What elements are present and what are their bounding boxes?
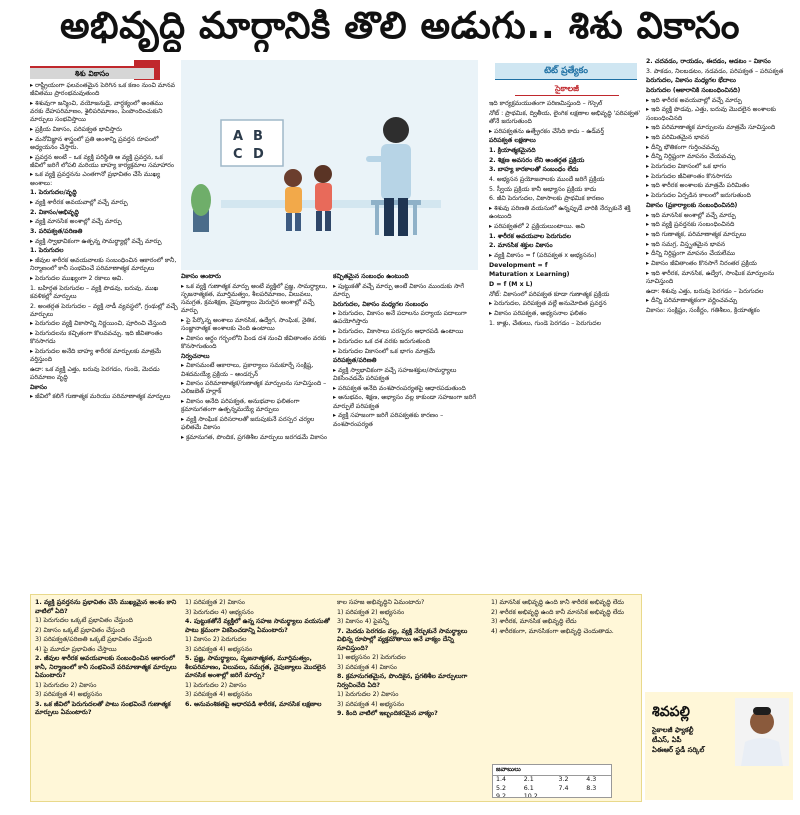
answer-cell xyxy=(555,793,583,798)
text-paragraph: ▸ ఇది పరిమితమైన భావన xyxy=(646,134,710,141)
question-line: 1) మానసిక అభివృద్ధి ఉంది కానీ శారీరక అభివృద్ధి లేదు xyxy=(491,599,624,606)
author-role-line: సైకాలజీ ఫ్యాకల్టీ xyxy=(652,726,694,734)
text-paragraph: ▸ పెరుగుదలను కచ్చితంగా కొలవవచ్చు. ఇది జీవితాంతం కొనసాగదు xyxy=(30,330,163,346)
answers-title: జవాబులు xyxy=(493,765,611,776)
text-paragraph: ▸ దీన్ని నిర్దిష్టంగా మాపనం చేయవచ్చు xyxy=(646,153,736,161)
answers-row xyxy=(493,793,611,798)
question-line: 3) శారీరక, మానసిక అభివృద్ధి లేదు xyxy=(491,618,577,625)
text-paragraph: ▸ వికాసం పరిపక్వత, అభ్యసనాల ఫలితం xyxy=(489,310,587,318)
question-line: 1. వ్యక్తి ప్రవర్తనను ప్రభావితం చేసే ముఖ్యమైన అంశం కాని వాటిలో ఏది? xyxy=(35,599,177,615)
text-paragraph: నిర్వచనాలు xyxy=(181,352,210,360)
question-line: కాల సహజ అభివృద్ధిని ఏమంటారు? xyxy=(337,599,425,606)
text-paragraph: 2. వికాసం/అభివృద్ధి xyxy=(30,208,79,216)
text-paragraph: ▸ పెరుగుదల, పరిపక్వత వల్లే అనుమోదిత ప్రవర్తన xyxy=(489,300,607,308)
psychology-label: సైకాలజీ xyxy=(515,83,619,96)
page-headline: అభివృద్ధి మార్గానికి తొలి అడుగు.. శిశు వికాసం xyxy=(59,4,741,47)
text-paragraph: Maturation x Learning) xyxy=(489,271,570,279)
question-line: 4. పుట్టుకతోనే వ్యక్తిలో ఉన్న సహజ సామర్థ్యాలు వయసుతో పాటు క్రమంగా వికసించడాన్ని ఏమంటారు? xyxy=(185,618,330,634)
text-paragraph: 1. బహిర్గత పెరుగుదల – వ్యక్తి పొడవు, బరువు, ముఖ కవళికల్లో మార్పులు xyxy=(30,284,159,300)
board-letter: A xyxy=(233,129,244,144)
text-paragraph: వికాసం అంటారు xyxy=(181,273,221,280)
text-paragraph: ▸ ఇది వ్యక్తి పొడవు, ఎత్తు, బరువు మొదలైన అంశాలకు సంబంధించినది xyxy=(646,106,776,122)
text-paragraph: వికాసం: సంక్లిష్టం, సంకీర్ణం, గతిశీలం, క్రియాత్మకం xyxy=(646,306,760,314)
question-line: 1) పరిపక్వత 2) అభ్యసనం xyxy=(337,608,405,616)
question-line: 1) అభ్యసనం 2) పెరుగుదల xyxy=(337,654,406,661)
answers-row xyxy=(493,776,611,784)
board-letter: C xyxy=(233,147,243,162)
text-paragraph: ▸ పెరుగుదల, వికాసం అనే పదాలను పర్యాయ పదాలుగా ఉపయోగిస్తారు xyxy=(333,310,467,326)
text-paragraph: ▸ పరిపక్వత అనేది వంశపారంపర్యతపై ఆధారపడుతుంది xyxy=(333,384,466,392)
question-line: 8. క్రమానుగతమైన, పొందికైన, ప్రగతిశీల మార్పులుగా నిర్వచించేది ఏది? xyxy=(337,673,468,689)
text-paragraph: ▸ వ్యక్తి సహజంగా జరిగే పరిపక్వతకు కారణం – వంశపారంపర్యత xyxy=(333,412,444,428)
question-line: 3) పరిపక్వత 4) వికాసం xyxy=(337,663,397,671)
article-column-3 xyxy=(333,273,481,588)
text-paragraph: ▸ ఇది గుణాత్మక, పరిమాణాత్మక మార్పులు xyxy=(646,230,747,238)
text-paragraph: ▸ ఇది వ్యక్తి ప్రవర్తనకు సంబంధించినది xyxy=(646,221,735,229)
question-line: 2) వికాసం ఒక్కటే ప్రభావితం చేస్తుంది xyxy=(35,626,126,634)
questions-column-1 xyxy=(35,599,181,799)
answer-cell: 5.2 xyxy=(496,784,507,792)
text-paragraph: ▸ వికాసం పరిమాణాత్మక/గుణాత్మక మార్పులను సూచిస్తుంది – ఎలిజబెత్ హర్లాక్ xyxy=(181,380,327,396)
text-paragraph: ▸ పరిపక్వతను ఉత్ప్రేరకం చేసేది కాదు – ఉడ్‌వర్త్ xyxy=(489,127,604,135)
text-paragraph: ▸ పరిపక్వతలో 2 ప్రక్రియలుంటాయి. అవి xyxy=(489,222,585,230)
text-paragraph: ▸ శిశువు పరిణతి వయసులో ఉన్నప్పుడే వారికి నేర్చుకునే శక్తి ఉంటుంది xyxy=(489,205,631,221)
text-paragraph: ▸ ఇది మానసిక అంశాల్లో వచ్చే మార్పు xyxy=(646,211,736,219)
text-paragraph: ▸ వికాసం అనేది పరిపక్వత, అనుభవాల ఫలితంగా క్రమానుగతంగా ఉత్పన్నమయ్యే మార్పులు xyxy=(181,398,300,414)
text-paragraph: ▸ మనోవిజ్ఞాన శాస్త్రంలో ప్రతి అంశాన్ని ప్రవర్తన రూపంలో అధ్యయనం చేస్తారు. xyxy=(30,135,159,151)
text-paragraph: ▸ ఒక వ్యక్తి గుణాత్మక మార్పు అంటే వ్యక్తిలో ప్రజ్ఞ, సామర్థ్యాలు, సృజనాత్మకత, మూర్తిమత్వం, శీలపరిమాణం, విలువలు, సమగ్రత, క్రమశిక్షణ, నైపుణ్యాలు మెరుగైన అంశాల్లో వచ్చే మార్పు xyxy=(181,282,328,315)
answers-row xyxy=(493,785,611,793)
text-paragraph: ▸ ఇది శారీరక అంశాలకు మాత్రమే పరిమితం xyxy=(646,182,750,190)
answer-cell: 10.2 xyxy=(523,792,538,798)
article-column-2 xyxy=(181,273,329,588)
author-role-line: ఏఈఆర్ స్టడీ సర్కిల్ xyxy=(652,745,705,754)
text-paragraph: 1. పెరుగుదల/వృద్ధి xyxy=(30,189,77,197)
text-paragraph: ▸ దీన్ని నిర్దిష్టంగా మాపనం చేయలేము xyxy=(646,250,736,258)
article-column-1 xyxy=(30,82,178,588)
answer-cell: 3.2 xyxy=(558,776,569,784)
author-role xyxy=(652,726,742,766)
text-paragraph: 1. శారీరక అవయవాల పెరుగుదల xyxy=(489,232,572,240)
text-paragraph: ▸ వ్యక్తి మానసిక అంశాల్లో వచ్చే మార్పు xyxy=(30,218,122,226)
question-line: 6. అనువంశికతపై ఆధారపడి శారీరక, మానసిక లక్షణాల xyxy=(185,700,322,708)
text-paragraph: ▸ పెరుగుదల అనేది బాహ్య శారీరక మార్పులకు మాత్రమే వర్తిస్తుంది xyxy=(30,347,162,364)
text-paragraph: 6. జీవి పెరుగుదల, వికాసాలకు ప్రాథమిక కారణం xyxy=(489,195,604,203)
text-paragraph: ▸ శిశువుగా జన్మించి, వయోజనుడై, వార్ధక్యంలో అంతము వరకు దేహపరిమాణం, శైలిపరిమాణం, పెంపొందించుకుని మార్పులు సంభవిస్తాయి xyxy=(30,99,163,124)
text-paragraph: పెరుగుదల, వికాసం మధ్యగల సంబంధం xyxy=(333,300,429,308)
text-paragraph: ▸ ప్రవర్తన అంటే – ఒక వ్యక్తి పరిస్థితి ఆ వ్యక్తి ప్రవర్తన, ఒక జీవిలో జరిగే లోపలి మరియు బాహ్య కార్యక్రమాల సమాహారం xyxy=(30,153,175,169)
question-line: 3) వికాసం 4) పైవన్నీ xyxy=(337,618,389,625)
text-paragraph: పెరుగుదల, వికాసం మధ్యగల భేదాలు xyxy=(646,77,736,85)
answer-cell: 8.3 xyxy=(586,784,597,792)
question-line: 3) పరిపక్వత 4) అభ్యసనం xyxy=(185,645,253,653)
author-name: శివపల్లి xyxy=(652,704,690,720)
question-line: 3) పరిపక్వత 4) అభ్యసనం xyxy=(185,691,253,698)
question-line: 7. మెదడు పెరగడం వల్ల, వ్యక్తి నేర్చుకునే సామర్థ్యాలు విభిన్న రూపాల్లో వ్యక్తమౌతాయి అనే వాక్యం దేన్ని సూచిస్తుంది? xyxy=(337,627,468,652)
text-paragraph: ▸ జీవిలో కలిగే గుణాత్మక మరియు పరిమాణాత్మక మార్పులు xyxy=(30,393,171,401)
board-letter: D xyxy=(253,147,264,162)
text-paragraph: ▸ జీవుల శారీరక అవయవాలకు సంబంధించిన ఆకారంలో కానీ, నిర్మాణంలో కానీ సంభవించే పరిమాణాత్మక మార్పులు xyxy=(30,257,177,273)
text-paragraph: 3. పరిపక్వత/పరిణతి xyxy=(30,228,83,235)
answer-cell: 9.2 xyxy=(496,792,507,798)
text-paragraph: ▸ ప్రక్రియ వికాసం, పరిపక్వత భావిస్తారు xyxy=(30,125,122,133)
article-column-4 xyxy=(489,100,643,588)
answers-grid xyxy=(493,776,611,798)
question-line: 1) వికాసం 2) పెరుగుదల xyxy=(185,636,247,643)
text-paragraph: ▸ క్రమానుగత, పొందిక, ప్రగతిశీల మార్పులు జరగడమే వికాసం xyxy=(181,433,328,441)
text-paragraph: వికాసం xyxy=(30,383,48,391)
text-paragraph: 1. పెరుగుదల xyxy=(30,247,64,255)
answer-cell: 4.3 xyxy=(586,776,597,784)
question-line: 3) పరిపక్వత 4) అభ్యసనం xyxy=(35,691,103,698)
question-line: 4) పై మూడూ ప్రభావితం చేస్తాయి xyxy=(35,645,117,653)
answer-cell xyxy=(583,793,611,798)
text-paragraph: 4. అభ్యసన ప్రయోజనాలకు ముందే జరిగే ప్రక్రియ xyxy=(489,176,605,183)
answers-table xyxy=(492,764,612,798)
question-line: 1) పెరుగుదల 2) వికాసం xyxy=(35,681,97,689)
text-paragraph: ఉదా: ఒక వ్యక్తి ఎత్తు, బరువు పెరగడం, గుండె, మెదడు పరిమాణం వృద్ధి xyxy=(30,365,160,381)
text-paragraph: పరిపక్వత/పరిణతి xyxy=(333,357,377,365)
text-paragraph: ▸ ఒక వ్యక్తి ప్రవర్తనను ఎంతగానో ప్రభావితం చేసే ముఖ్య అంశాలు: xyxy=(30,171,161,187)
author-photo xyxy=(735,698,789,766)
text-paragraph: ▸ దీన్ని పరిమాణాత్మకంగా వర్ణించవచ్చు xyxy=(646,297,738,305)
text-paragraph: ▸ పెరుగుదల ఒక దశ వరకు జరుగుతుంది xyxy=(333,337,431,345)
text-paragraph: ▸ పెరుగుదల, వికాసాలు పరస్పరం ఆధారపడి ఉంటాయి xyxy=(333,328,464,336)
article-column-5 xyxy=(646,58,796,688)
text-paragraph: ▸ రాష్ట్రీయంగా ఫలవంతమైన పెరిగిన ఒక కణం నుంచి మానవ జీవితము ప్రారంభమవుతుంది xyxy=(30,82,176,98)
text-paragraph: 1. క్రియాత్మకమైనది xyxy=(489,146,536,154)
question-line: 2. జీవుల శారీరక అవయవాలకు సంబంధించిన ఆకారంలో కానీ, నిర్మాణంలో కానీ సంభవించే పరిమాణాత్మక మార్పులు ఏమంటారు? xyxy=(35,655,177,679)
author-role-line: టీఎస్, ఏపీ xyxy=(652,735,682,744)
text-paragraph: ▸ ఇది శారీరక, మానసిక, ఉద్వేగ, సాంఘిక మార్పులను సూచిస్తుంది xyxy=(646,269,775,285)
question-line: 3) పరిపక్వత/పరిణతి ఒక్కటే ప్రభావితం చేస్తుంది xyxy=(35,636,152,643)
text-paragraph: ▸ వ్యక్తి శారీరక అవయవాల్లో వచ్చే మార్పు xyxy=(30,198,128,206)
text-paragraph: 2. అంతర్గత పెరుగుదల – వ్యక్తి నాడీ వ్యవస్థలో, గ్రంథుల్లో వచ్చే మార్పులు xyxy=(30,302,178,318)
text-paragraph: 1. కాళ్లు, చేతులు, గుండె పెరగడం – పెరుగుదల xyxy=(489,319,601,327)
tet-special-label: టెట్ ప్రత్యేకం xyxy=(495,63,637,80)
text-paragraph: నోట్: వికాసంలో పరిపక్వత కూడా గుణాత్మక ప్రక్రియ xyxy=(489,290,610,298)
text-paragraph: నోట్ : ప్రాథమిక, ద్వితీయ, లైంగిక లక్షణాల అభివృద్ధి 'పరిపక్వత' తోనే జరుగుతుంది xyxy=(489,109,641,125)
questions-column-2 xyxy=(185,599,333,799)
text-paragraph: 2. శిక్షణ అవసరం లేని అంతర్గత ప్రక్రియ xyxy=(489,156,585,164)
text-paragraph: 2. మానసిక శక్తుల వికాసం xyxy=(489,242,553,250)
answer-cell: 2.1 xyxy=(523,776,534,784)
text-paragraph: 5. స్వీయ ప్రక్రియ కానీ అభ్యాసం ప్రక్రియ కాదు xyxy=(489,185,597,193)
text-paragraph: ▸ పై పేర్కొన్న అంశాలు మానసిక, ఉద్వేగ, సాంఘిక, నైతిక, సంజ్ఞానాత్మక అంశాలకు చెంది ఉంటాయి xyxy=(181,316,317,333)
text-paragraph: ▸ వ్యక్తి సాంఘిక పరిసరాలతో జరుపుకునే పరస్పర చర్యల ఫలితమే వికాసం xyxy=(181,416,315,432)
text-paragraph: ▸ పెరుగుదల వ్యక్తి వికాసాన్ని నిర్ణయించి, పూరించి చేస్తుంది xyxy=(30,320,167,328)
question-line: 5. ప్రజ్ఞ, సామర్థ్యాలు, సృజనాత్మకత, మూర్తిమత్వం, శీలపరిమాణం, విలువలు, సమగ్రత, నైపుణ్యాలు మొదలైన మానసిక అంశాల్లో జరిగే మార్పు? xyxy=(185,655,326,679)
text-paragraph: ▸ వికాసం అర్థం గర్భంలోని పిండ దశ నుంచి జీవితాంతం వరకు కొనసాగుతుంది xyxy=(181,334,327,350)
question-line: 3) పరిపక్వత 4) అభ్యసనం xyxy=(337,700,405,708)
question-line: 1) పెరుగుదల 2) వికాసం xyxy=(185,681,247,689)
text-paragraph: ▸ ఇది సమగ్ర, విస్తృతమైన భావన xyxy=(646,240,726,248)
text-paragraph: పెరుగుదల (ఆకారానికి సంబంధించినది) xyxy=(646,87,741,95)
text-paragraph: ▸ పుట్టుకతో వచ్చే మార్పు అంటే వికాసం ముందుకు సాగే మార్పు xyxy=(333,282,464,298)
text-paragraph: వికాసం (ప్రకార్యాలకు సంబంధించినది) xyxy=(646,201,738,209)
text-paragraph: ▸ పెరుగుదల వికాసంలో ఒక భాగం xyxy=(646,163,727,171)
question-line: 3. ఒక జీవిలో పెరుగుదలతో పాటు సంభవించే గుణాత్మక మార్పులు ఏమంటారు? xyxy=(35,700,171,716)
text-paragraph: ఇది కార్యక్రమయుతంగా పరిణమిస్తుంది – గెస్సెల్ xyxy=(489,100,603,107)
question-line: 1) పెరుగుదల 2) వికాసం xyxy=(337,691,399,698)
board-letter: B xyxy=(253,129,263,144)
text-paragraph: 3. బాహ్య కారకాలతో సంబంధం లేదు xyxy=(489,166,579,174)
answer-cell: 7.4 xyxy=(558,784,569,792)
answer-cell: 1.4 xyxy=(496,776,507,784)
question-line: 3) పెరుగుదల 4) అభ్యసనం xyxy=(185,608,254,616)
text-paragraph: Development = f xyxy=(489,261,548,269)
text-paragraph: పరిపక్వత లక్షణాలు xyxy=(489,137,536,145)
question-line: 4) శారీరకంగా, మానసికంగా అభివృద్ధి చెందుతాడు. xyxy=(491,627,614,635)
questions-column-3 xyxy=(337,599,485,799)
question-line: 1) పరిపక్వత 2) వికాసం xyxy=(185,599,245,606)
text-paragraph: 2. చదవడం, రాయడం, ఈదడం, ఆడటం – వికాసం xyxy=(646,58,771,65)
text-paragraph: ▸ వ్యక్తి స్వాభావికంగా ఉత్పన్న సామర్థ్యాల్లో వచ్చే మార్పు xyxy=(30,237,162,245)
text-paragraph: ▸ పెరుగుదల వికాసంలో ఒక భాగం మాత్రమే xyxy=(333,347,436,355)
section-title: శిశు వికాసం xyxy=(30,66,154,79)
text-paragraph: ఉదా: శిశువు ఎత్తు, బరువు పెరగడం – పెరుగుదల xyxy=(646,287,764,295)
text-paragraph: ▸ పెరుగుదల జీవితాంతం కొనసాగదు xyxy=(646,172,732,180)
text-paragraph: ▸ అనుభవం, శిక్షణ, అభ్యాసం వల్ల కాకుండా సహజంగా జరిగే మార్పులే పరిపక్వత xyxy=(333,394,476,410)
text-paragraph: ▸ దీన్ని భౌతికంగా గుర్తించవచ్చు xyxy=(646,143,720,151)
text-paragraph: ▸ ఇది శారీరక అవయవాల్లో వచ్చే మార్పు xyxy=(646,96,742,104)
text-paragraph: ▸ వికాసం జీవితాంతం కొనసాగే నిరంతర ప్రక్రియ xyxy=(646,259,757,267)
text-paragraph: కచ్చితమైన సంబంధం ఉంటుంది xyxy=(333,273,409,280)
question-line: 2) శారీరక అభివృద్ధి ఉంది కానీ మానసిక అభివృద్ధి లేదు xyxy=(491,608,624,616)
text-paragraph: ▸ పెరుగుదల ఏర్పడిన కాలంలో జరుగుతుంది xyxy=(646,192,751,200)
text-paragraph: ▸ ఇది పరిమాణాత్మక మార్పులను మాత్రమే సూచిస్తుంది xyxy=(646,124,776,132)
text-paragraph: ▸ పెరుగుదల ముఖ్యంగా 2 రకాలు అవి. xyxy=(30,274,124,282)
text-paragraph: ▸ వికాసమంటే ఆకారాలు, ప్రకార్యాలు సమకూర్చే సంక్లిష్ట, విశదమయ్యే ప్రక్రియ – ఆండర్సన్ xyxy=(181,362,314,378)
question-line: 9. కింది వాటిలో ఇబ్బందికరమైన వాక్యం? xyxy=(337,710,438,717)
text-paragraph: D = f (M x L) xyxy=(489,281,533,289)
answer-cell: 6.1 xyxy=(523,784,534,792)
illustration-teacher-children xyxy=(181,60,478,270)
question-line: 1) పెరుగుదల ఒక్కటే ప్రభావితం చేస్తుంది xyxy=(35,617,133,624)
questions-column-4 xyxy=(491,599,639,759)
text-paragraph: 3. పాకడం, నిలబడటం, నడవడం, పరిపక్వత – పరిపక్వత xyxy=(646,67,784,75)
text-paragraph: ▸ వ్యక్తి స్వాభావికంగా వచ్చే సహజశక్తుల/సామర్థ్యాలు వికసించడమే పరిపక్వత xyxy=(333,366,457,383)
text-paragraph: ▸ వ్యక్తి వికాసం = f (పరిపక్వత x అభ్యసనం) xyxy=(489,252,597,259)
